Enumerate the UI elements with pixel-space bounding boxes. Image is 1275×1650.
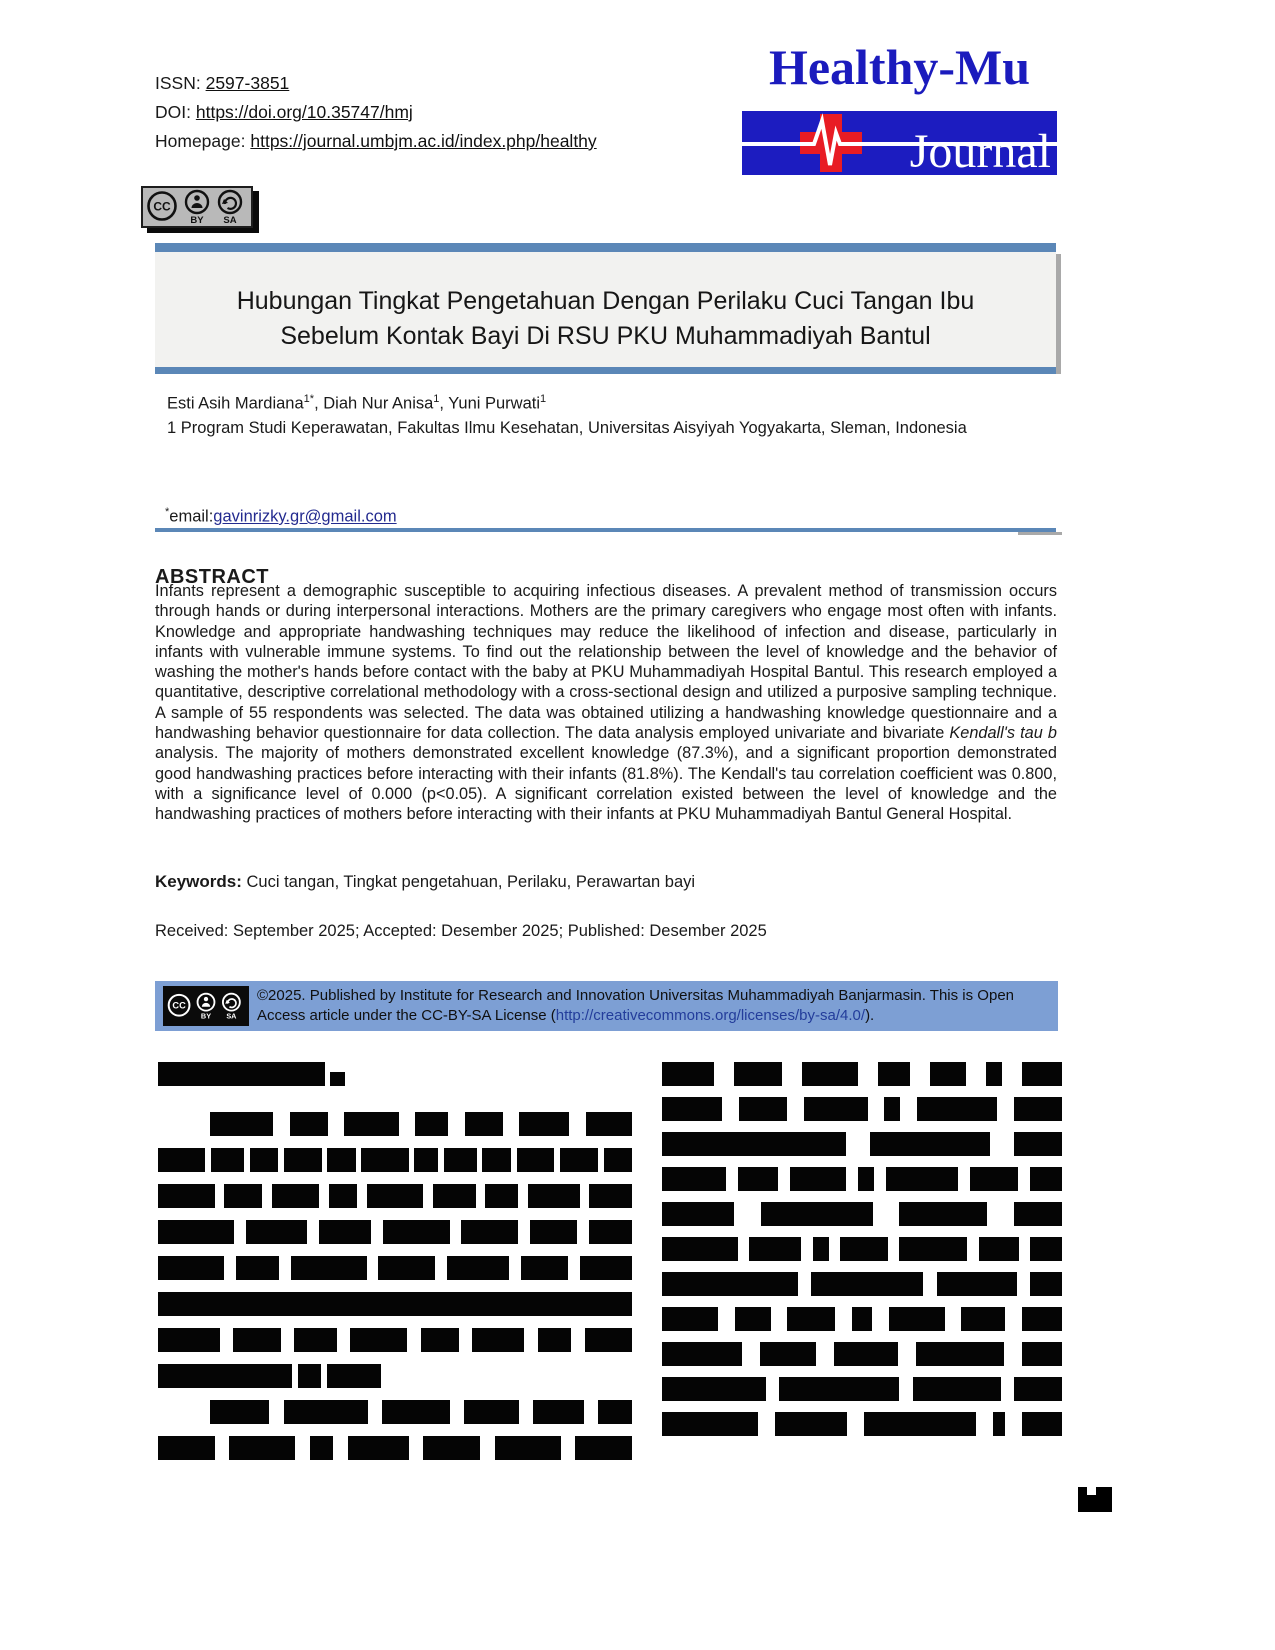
abstract-part2: analysis. The majority of mothers demonstrated excellent knowledge (87.3%), and a significant proportion demonstrated good handwashing practices before interacting with their infants (81.8%). The Kendall's tau correlation coefficient was 0.800, with a significance level of 0.000 (p<0.05). A significant correlation existed between the level of knowledge and the handwashing practices of mothers before interacting with their infants at PKU Muhammadiyah Bantul General Hospital.	[155, 744, 1057, 824]
author-affil-mark: 1*	[303, 393, 315, 405]
redacted-column-right	[662, 1062, 1062, 1464]
redacted-word-block	[291, 1256, 367, 1280]
redacted-word-block	[662, 1307, 718, 1331]
redacted-word-block	[158, 1436, 215, 1460]
redacted-word-block	[1030, 1167, 1062, 1191]
redacted-word-block	[1014, 1097, 1062, 1121]
redacted-word-block	[738, 1167, 778, 1191]
doi-row	[155, 98, 597, 127]
redacted-word-block	[930, 1062, 966, 1086]
redacted-line	[158, 1436, 632, 1460]
redacted-word-block	[330, 1072, 345, 1086]
redacted-word-block	[662, 1377, 766, 1401]
redacted-word-block	[250, 1148, 278, 1172]
redacted-word-block	[870, 1132, 990, 1156]
redacted-word-block	[662, 1097, 722, 1121]
redacted-word-block	[246, 1220, 308, 1244]
redacted-word-block	[913, 1377, 1001, 1401]
redacted-word-block	[210, 1400, 269, 1424]
redacted-word-block	[779, 1377, 899, 1401]
redacted-word-block	[916, 1342, 1004, 1366]
svg-text:CC: CC	[172, 1000, 186, 1011]
redacted-line	[662, 1167, 1062, 1191]
redacted-word-block	[560, 1148, 598, 1172]
redacted-word-block	[298, 1364, 320, 1388]
redacted-word-block	[378, 1256, 435, 1280]
redacted-word-block	[433, 1184, 476, 1208]
redacted-word-block	[528, 1184, 580, 1208]
redacted-line	[158, 1328, 632, 1352]
redacted-word-block	[1014, 1377, 1062, 1401]
redacted-word-block	[864, 1412, 976, 1436]
redacted-word-block	[1022, 1412, 1062, 1436]
redacted-word-block	[472, 1328, 524, 1352]
redacted-word-block	[310, 1436, 334, 1460]
redacted-word-block	[284, 1400, 368, 1424]
redacted-word-block	[319, 1220, 371, 1244]
redacted-line	[158, 1220, 632, 1244]
redacted-word-block	[284, 1148, 322, 1172]
redacted-word-block	[210, 1112, 273, 1136]
redacted-line	[158, 1062, 348, 1086]
redacted-word-block	[787, 1307, 835, 1331]
redacted-word-block	[899, 1237, 967, 1261]
author-separator: ,	[314, 394, 324, 413]
redacted-word-block	[158, 1148, 205, 1172]
redacted-word-block	[899, 1202, 987, 1226]
redacted-word-block	[367, 1184, 424, 1208]
redacted-word-block	[598, 1400, 632, 1424]
license-text: ©2025. Published by Institute for Research and Innovation Universitas Muhammadiyah Banjarmasin. This is Open Access article under the CC-BY-SA License (	[257, 987, 1015, 1024]
redacted-word-block	[734, 1062, 782, 1086]
redacted-word-block	[211, 1148, 244, 1172]
redacted-word-block	[749, 1237, 801, 1261]
redacted-word-block	[761, 1202, 873, 1226]
authors-line	[167, 393, 546, 414]
redacted-line	[158, 1184, 632, 1208]
redacted-line	[662, 1412, 1062, 1436]
license-text-close: ).	[865, 1007, 875, 1024]
author-name: Yuni Purwati	[448, 394, 541, 413]
doi-label: DOI:	[155, 102, 191, 122]
abstract-heading: ABSTRACT	[155, 565, 269, 588]
redacted-word-block	[294, 1328, 337, 1352]
redacted-word-block	[979, 1237, 1019, 1261]
redacted-word-block	[986, 1062, 1002, 1086]
svg-text:BY: BY	[200, 1011, 212, 1021]
redacted-word-block	[519, 1112, 570, 1136]
redacted-word-block	[993, 1412, 1005, 1436]
redacted-word-block	[158, 1062, 325, 1086]
issn-row	[155, 69, 597, 98]
redacted-line	[210, 1112, 632, 1136]
redacted-word-block	[361, 1148, 408, 1172]
redacted-line	[662, 1272, 1062, 1296]
redacted-word-block	[415, 1112, 449, 1136]
redacted-word-block	[575, 1436, 632, 1460]
redacted-word-block	[233, 1328, 280, 1352]
redacted-line	[158, 1148, 632, 1172]
redacted-word-block	[464, 1400, 519, 1424]
doi-link[interactable]: https://doi.org/10.35747/hmj	[195, 102, 413, 122]
homepage-label: Homepage:	[155, 131, 246, 151]
author-separator: ,	[439, 394, 449, 413]
issn-link[interactable]: 2597-3851	[205, 73, 290, 93]
redacted-word-block	[961, 1307, 1005, 1331]
redacted-word-block	[461, 1220, 518, 1244]
affiliation-line: 1 Program Studi Keperawatan, Fakultas Ilmu Kesehatan, Universitas Aisyiyah Yogyakarta, Sleman, Indonesia	[167, 419, 967, 437]
redacted-word-block	[327, 1364, 380, 1388]
by-person-icon	[186, 191, 208, 213]
redacted-word-block	[444, 1148, 477, 1172]
redacted-word-block	[589, 1184, 632, 1208]
redacted-word-block	[465, 1112, 503, 1136]
redacted-word-block	[290, 1112, 328, 1136]
redacted-word-block	[224, 1184, 262, 1208]
redacted-word-block	[482, 1148, 510, 1172]
redacted-word-block	[662, 1272, 798, 1296]
redacted-word-block	[521, 1256, 568, 1280]
redacted-line	[158, 1292, 632, 1316]
redacted-line	[158, 1364, 381, 1388]
redacted-word-block	[589, 1220, 632, 1244]
redacted-word-block	[158, 1220, 234, 1244]
homepage-row	[155, 127, 597, 156]
redacted-line	[662, 1377, 1062, 1401]
redacted-line	[158, 1256, 632, 1280]
redacted-word-block	[1030, 1272, 1062, 1296]
redacted-word-block	[886, 1167, 958, 1191]
email-link[interactable]: gavinrizky.gr@gmail.com	[213, 507, 397, 526]
redacted-word-block	[917, 1097, 997, 1121]
publication-info	[155, 69, 597, 156]
svg-text:CC: CC	[153, 199, 171, 214]
redacted-word-block	[158, 1328, 220, 1352]
redacted-word-block	[1014, 1132, 1062, 1156]
redacted-word-block	[852, 1307, 872, 1331]
cc-by-sa-icons-dark	[166, 989, 246, 1023]
email-label: email:	[169, 507, 214, 526]
keywords-label: Keywords:	[155, 872, 242, 891]
redacted-word-block	[344, 1112, 399, 1136]
section-divider	[155, 528, 1056, 532]
article-title-line1: Hubungan Tingkat Pengetahuan Dengan Perilaku Cuci Tangan Ibu	[236, 287, 975, 315]
redacted-word-block	[229, 1436, 295, 1460]
license-link[interactable]: http://creativecommons.org/licenses/by-sa/4.0/	[555, 1007, 866, 1024]
redacted-line	[662, 1307, 1062, 1331]
redacted-word-block	[937, 1272, 1017, 1296]
redacted-word-block	[350, 1328, 407, 1352]
redacted-word-block	[158, 1292, 632, 1316]
redacted-word-block	[272, 1184, 319, 1208]
redacted-word-block	[447, 1256, 509, 1280]
redacted-word-block	[662, 1202, 734, 1226]
abstract-part1: Infants represent a demographic susceptible to acquiring infectious diseases. A prevalent method of transmission occurs through hands or during interpersonal interactions. Mothers are the primary caregivers who engage most often with infants. Knowledge and appropriate handwashing techniques may reduce the likelihood of infection and disease, particularly in infants with vulnerable immune systems. To find out the relationship between the level of knowledge and the behavior of washing the mother's hands before contact with the baby at PKU Muhammadiyah Hospital Bantul. This research employed a quantitative, descriptive correlational methodology with a cross-sectional design and utilized a purposive sampling technique. A sample of 55 respondents was selected. The data was obtained utilizing a handwashing knowledge questionnaire and a handwashing behavior questionnaire for data collection. The data analysis employed univariate and bivariate	[155, 582, 1057, 743]
redacted-word-block	[970, 1167, 1018, 1191]
redacted-word-block	[586, 1112, 632, 1136]
redacted-word-block	[735, 1307, 771, 1331]
redacted-word-block	[382, 1400, 449, 1424]
journal-logo-title: Healthy-Mu	[768, 39, 1031, 95]
redacted-word-block	[1014, 1202, 1062, 1226]
redacted-word-block	[348, 1436, 410, 1460]
journal-logo-subtitle: Journal	[909, 125, 1051, 178]
redacted-word-block	[414, 1148, 438, 1172]
redacted-word-block	[884, 1097, 900, 1121]
redacted-word-block	[158, 1256, 224, 1280]
page-number-block	[1078, 1487, 1112, 1512]
redacted-line	[662, 1097, 1062, 1121]
abstract-italic-term: Kendall's tau b	[949, 724, 1057, 743]
redacted-line	[662, 1237, 1062, 1261]
redacted-word-block	[834, 1342, 898, 1366]
author-affil-mark: 1	[540, 393, 547, 405]
redacted-word-block	[811, 1272, 923, 1296]
email-row	[165, 506, 397, 527]
author-name: Diah Nur Anisa	[323, 394, 434, 413]
redacted-word-block	[662, 1412, 758, 1436]
redacted-line	[210, 1400, 632, 1424]
svg-text:BY: BY	[190, 215, 204, 225]
redacted-word-block	[1030, 1237, 1062, 1261]
svg-text:SA: SA	[223, 215, 237, 225]
redacted-word-block	[236, 1256, 279, 1280]
article-title-line2: Sebelum Kontak Bayi Di RSU PKU Muhammadiyah Bantul	[280, 322, 931, 350]
email-asterisk: *	[165, 506, 170, 518]
cc-by-sa-badge-dark	[163, 986, 249, 1026]
redacted-word-block	[775, 1412, 847, 1436]
redacted-word-block	[517, 1148, 555, 1172]
title-block	[155, 243, 1056, 374]
redacted-word-block	[495, 1436, 561, 1460]
redacted-column-left	[158, 1062, 632, 1464]
redacted-word-block	[1022, 1342, 1062, 1366]
redacted-word-block	[530, 1220, 577, 1244]
redacted-word-block	[889, 1307, 945, 1331]
redacted-word-block	[739, 1097, 787, 1121]
redacted-word-block	[840, 1237, 888, 1261]
redacted-word-block	[760, 1342, 816, 1366]
keywords-line	[155, 872, 695, 892]
homepage-link[interactable]: https://journal.umbjm.ac.id/index.php/healthy	[250, 131, 597, 151]
issn-label: ISSN:	[155, 73, 201, 93]
redacted-line	[662, 1132, 1062, 1156]
redacted-word-block	[580, 1256, 632, 1280]
redacted-word-block	[662, 1132, 846, 1156]
redacted-word-block	[421, 1328, 459, 1352]
redacted-word-block	[804, 1097, 868, 1121]
redacted-word-block	[662, 1167, 726, 1191]
redacted-word-block	[1022, 1307, 1062, 1331]
redacted-word-block	[327, 1148, 355, 1172]
redacted-word-block	[538, 1328, 571, 1352]
redacted-line	[662, 1062, 1062, 1086]
author-affil-mark: 1	[433, 393, 440, 405]
redacted-word-block	[585, 1328, 632, 1352]
redacted-word-block	[604, 1148, 632, 1172]
redacted-word-block	[790, 1167, 846, 1191]
license-bar	[155, 981, 1058, 1031]
redacted-line	[662, 1202, 1062, 1226]
redacted-word-block	[858, 1167, 874, 1191]
redacted-word-block	[878, 1062, 910, 1086]
redacted-word-block	[329, 1184, 357, 1208]
dates-line: Received: September 2025; Accepted: Desember 2025; Published: Desember 2025	[155, 922, 767, 940]
cc-by-sa-badge	[141, 186, 253, 228]
abstract-text	[155, 581, 1057, 825]
journal-logo-bar	[742, 111, 1057, 178]
redacted-word-block	[662, 1062, 714, 1086]
redacted-word-block	[662, 1237, 738, 1261]
redacted-word-block	[1022, 1062, 1062, 1086]
redacted-line	[662, 1342, 1062, 1366]
keywords-value: Cuci tangan, Tingkat pengetahuan, Perilaku, Perawartan bayi	[241, 873, 696, 891]
redacted-word-block	[813, 1237, 829, 1261]
author-name: Esti Asih Mardiana	[167, 394, 304, 413]
redacted-word-block	[802, 1062, 858, 1086]
redacted-word-block	[383, 1220, 449, 1244]
redacted-word-block	[533, 1400, 584, 1424]
svg-text:SA: SA	[226, 1011, 237, 1021]
journal-logo	[742, 39, 1057, 178]
redacted-word-block	[485, 1184, 518, 1208]
by-person-icon	[198, 994, 215, 1011]
redacted-word-block	[158, 1184, 215, 1208]
redacted-word-block	[423, 1436, 480, 1460]
cc-by-sa-icons	[145, 189, 249, 225]
redacted-word-block	[158, 1364, 292, 1388]
redacted-word-block	[662, 1342, 742, 1366]
